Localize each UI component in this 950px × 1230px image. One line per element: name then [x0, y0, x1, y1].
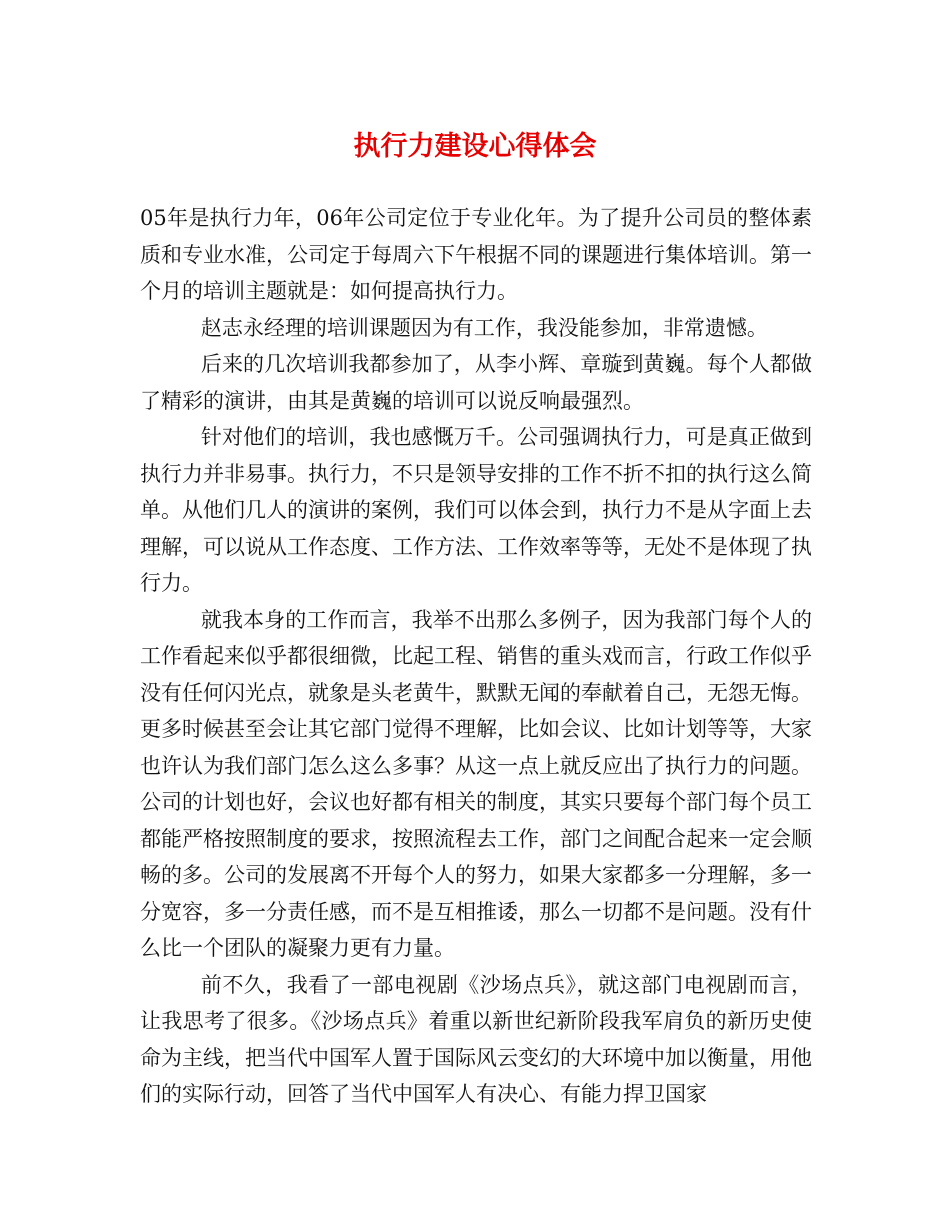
paragraph-5: 就我本身的工作而言，我举不出那么多例子，因为我部门每个人的工作看起来似乎都很细微，比起工程、销售的重头戏而言，行政工作似乎没有任何闪光点，就象是头老黄牛，默默无闻的奉献着自己，无怨无悔。更多时候甚至会让其它部门觉得不理解，比如会议、比如计划等等，大家也许认为我们部门怎么这么多事？从这一点上就反应出了执行力的问题。公司的计划也好，会议也好都有相关的制度，其实只要每个部门每个员工都能严格按照制度的要求，按照流程去工作，部门之间配合起来一定会顺畅的多。公司的发展离不开每个人的努力，如果大家都多一分理解，多一分宽容，多一分责任感，而不是互相推诿，那么一切都不是问题。没有什么比一个团队的凝聚力更有力量。: [140, 607, 812, 960]
document-title: 执行力建设心得体会: [353, 131, 597, 162]
paragraph-2: 赵志永经理的培训课题因为有工作，我没能参加，非常遗憾。: [200, 315, 768, 340]
paragraph-4: 针对他们的培训，我也感慨万千。公司强调执行力，可是真正做到执行力并非易事。执行力，不只是领导安排的工作不折不扣的执行这么简单。从他们几人的演讲的案例，我们可以体会到，执行力不是从字面上去理解，可以说从工作态度、工作方法、工作效率等等，无处不是体现了执行力。: [140, 425, 812, 595]
paragraph-6: 前不久，我看了一部电视剧《沙场点兵》，就这部门电视剧而言，让我思考了很多。《沙场点兵》着重以新世纪新阶段我军肩负的新历史使命为主线，把当代中国军人置于国际风云变幻的大环境中加以衡量，用他们的实际行动，回答了当代中国军人有决心、有能力捍卫国家: [140, 972, 812, 1106]
paragraph-3: 后来的几次培训我都参加了，从李小辉、章璇到黄巍。每个人都做了精彩的演讲，由其是黄巍的培训可以说反响最强烈。: [140, 352, 812, 413]
document-body: [140, 200, 812, 1113]
paragraph-1: 05年是执行力年，06年公司定位于专业化年。为了提升公司员的整体素质和专业水准，公司定于每周六下午根据不同的课题进行集体培训。第一个月的培训主题就是：如何提高执行力。: [140, 206, 812, 303]
